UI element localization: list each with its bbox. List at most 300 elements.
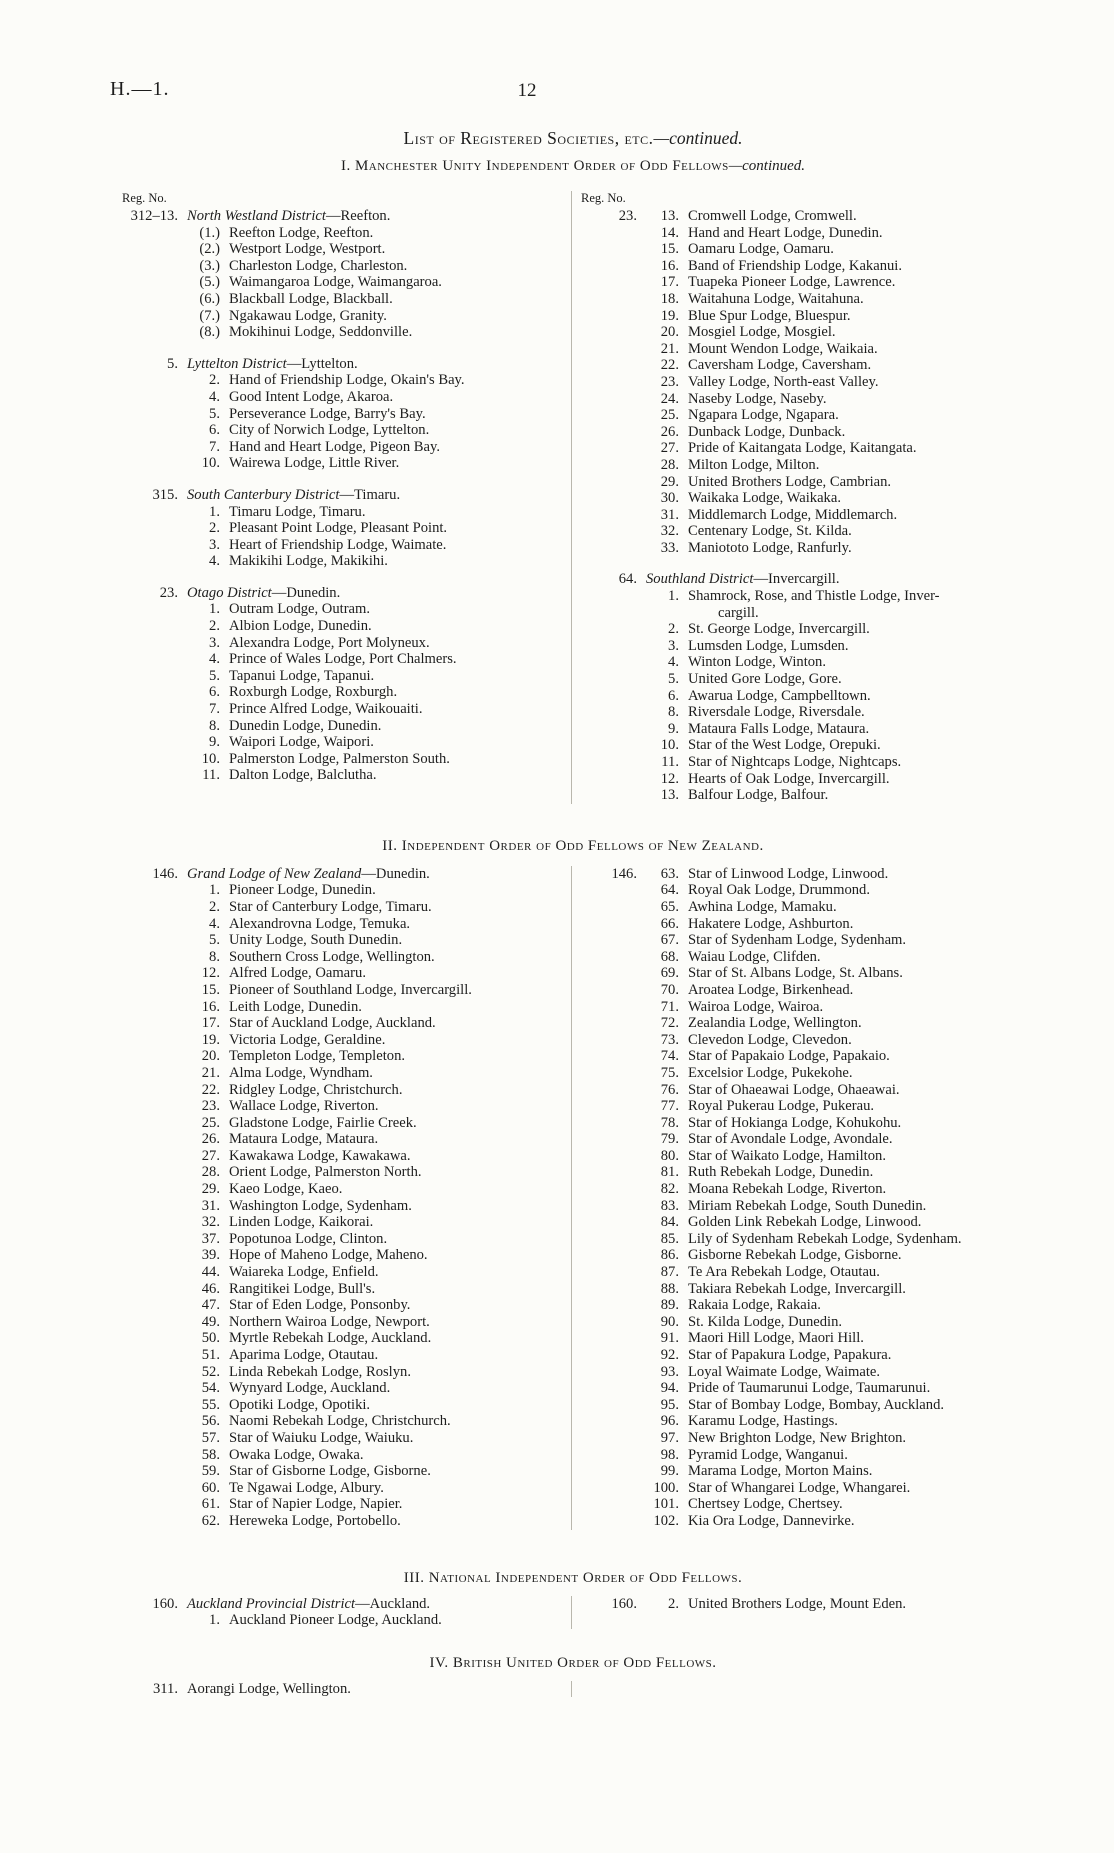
lodge-no: 90. xyxy=(660,1313,679,1330)
lodge-no: 99. xyxy=(660,1463,679,1480)
lodge-name: Popotunoa Lodge, Clinton. xyxy=(229,1230,388,1247)
lodge-name: Star of St. Albans Lodge, St. Albans. xyxy=(688,965,903,982)
lodge-row xyxy=(122,1098,565,1115)
reg-no: 23. xyxy=(159,584,178,601)
lodge-name: Star of Eden Lodge, Ponsonby. xyxy=(229,1297,411,1314)
right-column xyxy=(571,1596,1024,1629)
lodge-row xyxy=(122,932,565,949)
lodge-no: 2. xyxy=(209,372,220,389)
lodge-no: 20. xyxy=(201,1048,220,1065)
lodge-name: Waimangaroa Lodge, Waimangaroa. xyxy=(229,274,442,291)
district-name: Auckland Provincial District—Auckland. xyxy=(187,1595,431,1612)
list-title-continued: —continued. xyxy=(653,128,743,148)
lodge-row xyxy=(581,208,1024,225)
lodge-no: (3.) xyxy=(199,257,220,274)
lodge-row xyxy=(581,1015,1024,1032)
lodge-row xyxy=(122,1231,565,1248)
lodge-name: Blue Spur Lodge, Bluespur. xyxy=(688,307,851,324)
lodge-no: 92. xyxy=(660,1347,679,1363)
lodge-name: Alfred Lodge, Oamaru. xyxy=(229,965,366,982)
lodge-name: Star of Canterbury Lodge, Timaru. xyxy=(229,898,432,915)
lodge-name: Maniototo Lodge, Ranfurly. xyxy=(688,539,852,556)
lodge-no: 32. xyxy=(660,523,679,540)
lodge-row xyxy=(581,1214,1024,1231)
lodge-no: 11. xyxy=(202,767,220,784)
lodge-no: 96. xyxy=(660,1413,679,1430)
lodge-name: Alexandrovna Lodge, Temuka. xyxy=(229,915,411,932)
lodge-no: 1. xyxy=(209,1612,220,1629)
lodge-name: Awarua Lodge, Campbelltown. xyxy=(688,687,871,704)
lodge-row xyxy=(581,1181,1024,1198)
lodge-row xyxy=(122,1397,565,1414)
lodge-name: Dunedin Lodge, Dunedin. xyxy=(229,717,382,734)
lodge-name: Hand and Heart Lodge, Dunedin. xyxy=(688,224,883,241)
section-manchester-unity xyxy=(122,158,1024,804)
section-ioof-nz xyxy=(122,838,1024,1530)
lodge-no: 98. xyxy=(660,1446,679,1463)
district-heading-row xyxy=(122,208,565,225)
lodge-name: Star of Whangarei Lodge, Whangarei. xyxy=(688,1479,911,1496)
lodge-no: 57. xyxy=(201,1429,220,1446)
lodge-name: Loyal Waimate Lodge, Waimate. xyxy=(688,1363,881,1380)
lodge-row xyxy=(122,389,565,406)
lodge-no: 19. xyxy=(201,1031,220,1048)
lodge-no: 20. xyxy=(660,324,679,341)
lodge-row xyxy=(581,308,1024,325)
lodge-row xyxy=(122,455,565,472)
lodge-name: Palmerston Lodge, Palmerston South. xyxy=(229,750,450,767)
lodge-no: 58. xyxy=(201,1446,220,1463)
lodge-no: 10. xyxy=(660,737,679,754)
lodge-name: Ruth Rebekah Lodge, Dunedin. xyxy=(688,1164,874,1181)
lodge-name: Mokihinui Lodge, Seddonville. xyxy=(229,324,413,341)
lodge-no: 1. xyxy=(209,601,220,618)
lodge-row xyxy=(581,1198,1024,1215)
lodge-name: Prince of Wales Lodge, Port Chalmers. xyxy=(229,651,457,668)
lodge-no: 85. xyxy=(660,1230,679,1247)
lodge-name: Royal Oak Lodge, Drummond. xyxy=(688,882,870,899)
lodge-row xyxy=(122,439,565,456)
lodge-name: Linda Rebekah Lodge, Roslyn. xyxy=(229,1363,411,1380)
lodge-row xyxy=(122,1447,565,1464)
lodge-row xyxy=(122,291,565,308)
lodge-no: 93. xyxy=(660,1363,679,1380)
lodge-name: Mataura Falls Lodge, Mataura. xyxy=(688,720,870,737)
lodge-row xyxy=(581,1447,1024,1464)
lodge-no: 5. xyxy=(668,671,679,688)
lodge-group xyxy=(581,1596,1024,1613)
lodge-no: 72. xyxy=(660,1015,679,1032)
lodge-row xyxy=(122,982,565,999)
lodge-no: 1. xyxy=(668,588,679,605)
lodge-row xyxy=(122,1264,565,1281)
lodge-group xyxy=(581,866,1024,1530)
lodge-name: Karamu Lodge, Hastings. xyxy=(688,1413,838,1430)
lodge-name: Milton Lodge, Milton. xyxy=(688,456,820,473)
lodge-name: Pioneer Lodge, Dunedin. xyxy=(229,882,376,899)
lodge-row xyxy=(581,391,1024,408)
lodge-no: 32. xyxy=(201,1214,220,1231)
lodge-row xyxy=(122,1430,565,1447)
lodge-name: Takiara Rebekah Lodge, Invercargill. xyxy=(688,1280,906,1297)
lodge-name: Oamaru Lodge, Oamaru. xyxy=(688,241,834,258)
two-column-list xyxy=(122,1681,1024,1698)
section-heading: IV. British United Order of Odd Fellows. xyxy=(429,1654,717,1671)
lodge-row xyxy=(122,718,565,735)
lodge-group xyxy=(122,866,565,1530)
lodge-name: Opotiki Lodge, Opotiki. xyxy=(229,1396,371,1413)
lodge-row xyxy=(581,1397,1024,1414)
lodge-row xyxy=(122,258,565,275)
lodge-row xyxy=(581,225,1024,242)
lodge-no: 91. xyxy=(660,1330,679,1347)
lodge-group xyxy=(122,585,565,784)
lodge-row xyxy=(581,424,1024,441)
lodge-row xyxy=(122,1364,565,1381)
lodge-row xyxy=(122,1380,565,1397)
section-heading: II. Independent Order of Odd Fellows of New Zealand. xyxy=(382,837,764,854)
lodge-no: 4. xyxy=(668,654,679,671)
lodge-row xyxy=(122,668,565,685)
lodge-no: 60. xyxy=(201,1479,220,1496)
lodge-no: 54. xyxy=(201,1380,220,1397)
lodge-name: Middlemarch Lodge, Middlemarch. xyxy=(688,506,898,523)
two-column-list xyxy=(122,866,1024,1530)
lodge-row xyxy=(581,949,1024,966)
lodge-no: 56. xyxy=(201,1413,220,1430)
lodge-row xyxy=(581,1380,1024,1397)
reg-no: 311. xyxy=(153,1680,178,1697)
lodge-row xyxy=(122,999,565,1016)
lodge-row xyxy=(581,932,1024,949)
lodge-name: Winton Lodge, Winton. xyxy=(688,654,826,671)
lodge-row xyxy=(122,406,565,423)
lodge-no: 10. xyxy=(201,750,220,767)
lodge-name: Mataura Lodge, Mataura. xyxy=(229,1131,379,1148)
lodge-name: Valley Lodge, North-east Valley. xyxy=(688,373,879,390)
lodge-name: Balfour Lodge, Balfour. xyxy=(688,787,829,804)
lodge-no: 31. xyxy=(660,506,679,523)
lodge-group xyxy=(581,208,1024,556)
lodge-group xyxy=(122,208,565,341)
lodge-row xyxy=(581,588,1024,621)
lodge-no: 1. xyxy=(209,503,220,520)
lodge-no: 11. xyxy=(661,754,679,770)
doc-reference: H.—1. xyxy=(110,78,170,100)
lodge-name: Waiau Lodge, Clifden. xyxy=(688,948,821,965)
lodge-row xyxy=(122,734,565,751)
lodge-name: Pride of Kaitangata Lodge, Kaitangata. xyxy=(688,440,917,457)
lodge-no: 28. xyxy=(201,1164,220,1181)
reg-no-label: Reg. No. xyxy=(581,191,626,205)
lodge-name: Wallace Lodge, Riverton. xyxy=(229,1098,379,1115)
lodge-row xyxy=(581,771,1024,788)
page-number: 12 xyxy=(517,80,537,101)
lodge-no: 13. xyxy=(660,787,679,804)
lodge-no: 73. xyxy=(660,1031,679,1048)
lodge-row xyxy=(122,225,565,242)
lodge-row xyxy=(581,982,1024,999)
lodge-row xyxy=(581,671,1024,688)
lodge-name: Marama Lodge, Morton Mains. xyxy=(688,1463,873,1480)
lodge-no: 19. xyxy=(660,307,679,324)
lodge-row xyxy=(581,866,1024,883)
lodge-no: 23. xyxy=(660,373,679,390)
lodge-name: Ngakawau Lodge, Granity. xyxy=(229,307,387,324)
lodge-name: Alma Lodge, Wyndham. xyxy=(229,1064,373,1081)
lodge-row xyxy=(122,1247,565,1264)
lodge-name: Aparima Lodge, Otautau. xyxy=(229,1347,379,1363)
lodge-name: Lily of Sydenham Rebekah Lodge, Sydenham. xyxy=(688,1230,962,1247)
section-heading: III. National Independent Order of Odd Fellows. xyxy=(403,1569,743,1586)
lodge-name: Hereweka Lodge, Portobello. xyxy=(229,1512,401,1529)
lodge-row xyxy=(122,1496,565,1513)
lodge-row xyxy=(581,621,1024,638)
lodge-name: Pride of Taumarunui Lodge, Taumarunui. xyxy=(688,1380,931,1397)
lodge-no: 88. xyxy=(660,1280,679,1297)
lodge-row xyxy=(581,1364,1024,1381)
lodge-name: Pioneer of Southland Lodge, Invercargill. xyxy=(229,981,472,998)
lodge-name: Kaeo Lodge, Kaeo. xyxy=(229,1181,343,1198)
lodge-row xyxy=(122,1082,565,1099)
lodge-row xyxy=(581,1148,1024,1165)
lodge-name: Westport Lodge, Westport. xyxy=(229,241,386,258)
lodge-no: 22. xyxy=(201,1081,220,1098)
lodge-no: (7.) xyxy=(199,307,220,324)
lodge-no: 100. xyxy=(653,1479,679,1496)
lodge-row xyxy=(122,1065,565,1082)
lodge-row xyxy=(581,688,1024,705)
lodge-row xyxy=(122,1297,565,1314)
reg-no: 5. xyxy=(167,355,178,372)
lodge-row xyxy=(581,1164,1024,1181)
lodge-no: 16. xyxy=(201,998,220,1015)
lodge-name: Star of Ohaeawai Lodge, Ohaeawai. xyxy=(688,1081,900,1098)
lodge-no: 64. xyxy=(660,882,679,899)
left-column xyxy=(122,191,565,804)
lodge-row xyxy=(581,523,1024,540)
lodge-no: 83. xyxy=(660,1197,679,1214)
lodge-row xyxy=(581,507,1024,524)
lodge-name: Waiareka Lodge, Enfield. xyxy=(229,1264,379,1281)
left-column xyxy=(122,1681,565,1698)
lodge-no: 13. xyxy=(660,208,679,224)
lodge-row xyxy=(122,618,565,635)
lodge-name: Star of Napier Lodge, Napier. xyxy=(229,1496,403,1513)
lodge-name: Aorangi Lodge, Wellington. xyxy=(187,1680,351,1697)
lodge-row xyxy=(581,1115,1024,1132)
lodge-name: Tapanui Lodge, Tapanui. xyxy=(229,667,375,684)
lodge-no: 12. xyxy=(201,965,220,982)
lodge-no: 23. xyxy=(201,1098,220,1115)
lodge-name: Wynyard Lodge, Auckland. xyxy=(229,1380,391,1397)
lodge-name: Kia Ora Lodge, Dannevirke. xyxy=(688,1512,855,1529)
district-heading-row xyxy=(122,487,565,504)
lodge-name: Star of Papakaio Lodge, Papakaio. xyxy=(688,1048,890,1065)
lodge-name: Star of Waikato Lodge, Hamilton. xyxy=(688,1147,886,1164)
lodge-row xyxy=(122,601,565,618)
lodge-name: Myrtle Rebekah Lodge, Auckland. xyxy=(229,1330,432,1347)
lodge-name: City of Norwich Lodge, Lyttelton. xyxy=(229,422,430,439)
lodge-name: Caversham Lodge, Caversham. xyxy=(688,357,872,374)
lodge-name: Royal Pukerau Lodge, Pukerau. xyxy=(688,1098,875,1115)
reg-no: 315. xyxy=(152,486,178,503)
lodge-row xyxy=(122,1413,565,1430)
lodge-no: 67. xyxy=(660,932,679,949)
lodge-row xyxy=(122,701,565,718)
lodge-row xyxy=(581,1098,1024,1115)
lodge-row xyxy=(581,1231,1024,1248)
lodge-row xyxy=(122,1463,565,1480)
lodge-no: 71. xyxy=(660,998,679,1015)
lodge-no: 97. xyxy=(660,1429,679,1446)
lodge-no: 80. xyxy=(660,1147,679,1164)
lodge-row xyxy=(581,457,1024,474)
lodge-row xyxy=(122,1314,565,1331)
lodge-row xyxy=(581,899,1024,916)
lodge-row xyxy=(122,882,565,899)
reg-no: 64. xyxy=(618,571,637,588)
lodge-row xyxy=(581,540,1024,557)
lodge-row xyxy=(122,1347,565,1364)
lodge-row xyxy=(581,787,1024,804)
lodge-no: 2. xyxy=(209,618,220,635)
lodge-row xyxy=(122,1681,565,1698)
lodge-row xyxy=(122,1612,565,1629)
lodge-no: 15. xyxy=(660,241,679,258)
right-column xyxy=(571,1681,1024,1698)
lodge-row xyxy=(122,651,565,668)
lodge-row xyxy=(122,1480,565,1497)
lodge-name: Star of Waiuku Lodge, Waiuku. xyxy=(229,1429,414,1446)
reg-no: 23. xyxy=(618,208,637,224)
lodge-no: 14. xyxy=(660,224,679,241)
lodge-row xyxy=(581,241,1024,258)
lodge-row xyxy=(122,751,565,768)
lodge-name: Star of Nightcaps Lodge, Nightcaps. xyxy=(688,754,902,770)
lodge-no: 27. xyxy=(201,1147,220,1164)
lodge-row xyxy=(122,1115,565,1132)
two-column-list xyxy=(122,191,1024,804)
lodge-name: Orient Lodge, Palmerston North. xyxy=(229,1164,422,1181)
lodge-no: 49. xyxy=(201,1313,220,1330)
reg-no: 160. xyxy=(152,1595,178,1612)
district-name: Otago District—Dunedin. xyxy=(187,584,341,601)
lodge-no: 31. xyxy=(201,1197,220,1214)
two-column-list xyxy=(122,1596,1024,1629)
lodge-row xyxy=(122,372,565,389)
lodge-name: Dunback Lodge, Dunback. xyxy=(688,423,846,440)
lodge-name: Riversdale Lodge, Riversdale. xyxy=(688,704,865,721)
lodge-no: 76. xyxy=(660,1081,679,1098)
lodge-name: Perseverance Lodge, Barry's Bay. xyxy=(229,405,426,422)
lodge-name: Maori Hill Lodge, Maori Hill. xyxy=(688,1330,864,1347)
lodge-no: 74. xyxy=(660,1048,679,1065)
lodge-name: Owaka Lodge, Owaka. xyxy=(229,1446,364,1463)
lodge-name: Gladstone Lodge, Fairlie Creek. xyxy=(229,1114,417,1131)
lodge-row xyxy=(581,357,1024,374)
lodge-name: Kawakawa Lodge, Kawakawa. xyxy=(229,1147,411,1164)
lodge-name: Reefton Lodge, Reefton. xyxy=(229,224,374,241)
section-heading: I. Manchester Unity Independent Order of Odd Fellows—continued. xyxy=(340,158,806,174)
lodge-row xyxy=(581,1496,1024,1513)
list-title-main: List of Registered Societies, etc. xyxy=(403,128,654,148)
lodge-row xyxy=(122,308,565,325)
lodge-name: St. Kilda Lodge, Dunedin. xyxy=(688,1313,843,1330)
lodge-no: 5. xyxy=(209,667,220,684)
section-british-united xyxy=(122,1655,1024,1698)
lodge-no: 2. xyxy=(668,1595,679,1612)
lodge-no: 37. xyxy=(201,1230,220,1247)
lodge-no: 101. xyxy=(653,1496,679,1513)
lodge-row xyxy=(581,916,1024,933)
lodge-row xyxy=(581,1247,1024,1264)
lodge-no: 3. xyxy=(209,536,220,553)
lodge-no: 28. xyxy=(660,456,679,473)
lodge-no: 59. xyxy=(201,1463,220,1480)
lodge-row xyxy=(122,899,565,916)
lodge-name: Awhina Lodge, Mamaku. xyxy=(688,898,837,915)
lodge-no: 26. xyxy=(201,1131,220,1148)
lodge-row xyxy=(581,1264,1024,1281)
lodge-no: 94. xyxy=(660,1380,679,1397)
lodge-name: Naomi Rebekah Lodge, Christchurch. xyxy=(229,1413,451,1430)
lodge-name-continued: cargill. xyxy=(718,604,759,621)
district-name: Southland District—Invercargill. xyxy=(646,571,840,588)
lodge-row xyxy=(581,882,1024,899)
lodge-name: Aroatea Lodge, Birkenhead. xyxy=(688,981,854,998)
lodge-name: Wairewa Lodge, Little River. xyxy=(229,455,400,472)
lodge-row xyxy=(122,1281,565,1298)
lodge-no: 1. xyxy=(209,882,220,899)
lodge-name: Chertsey Lodge, Chertsey. xyxy=(688,1496,843,1513)
district-name: Grand Lodge of New Zealand—Dunedin. xyxy=(187,865,430,882)
lodge-row xyxy=(581,324,1024,341)
lodge-name: Star of Auckland Lodge, Auckland. xyxy=(229,1015,436,1032)
lodge-no: 29. xyxy=(660,473,679,490)
lodge-name: Zealandia Lodge, Wellington. xyxy=(688,1015,862,1032)
lodge-no: 8. xyxy=(668,704,679,721)
reg-no: 312–13. xyxy=(130,208,178,224)
lodge-row xyxy=(122,1164,565,1181)
lodge-row xyxy=(581,341,1024,358)
lodge-no: 8. xyxy=(209,717,220,734)
district-heading-row xyxy=(122,356,565,373)
lodge-row xyxy=(581,1463,1024,1480)
lodge-row xyxy=(122,1198,565,1215)
lodge-no: 9. xyxy=(668,720,679,737)
lodge-row xyxy=(581,274,1024,291)
lodge-row xyxy=(122,684,565,701)
lodge-row xyxy=(122,767,565,784)
lodge-name: Alexandra Lodge, Port Molyneux. xyxy=(229,634,430,651)
lodge-row xyxy=(122,635,565,652)
lodge-no: 77. xyxy=(660,1098,679,1115)
lodge-name: Star of Bombay Lodge, Bombay, Auckland. xyxy=(688,1396,945,1413)
left-column xyxy=(122,866,565,1530)
lodge-no: 4. xyxy=(209,553,220,570)
lodge-row xyxy=(122,965,565,982)
lodge-row xyxy=(122,1330,565,1347)
lodge-group xyxy=(122,1596,565,1629)
lodge-row xyxy=(581,1330,1024,1347)
lodge-name: Star of Hokianga Lodge, Kohukohu. xyxy=(688,1114,902,1131)
lodge-name: New Brighton Lodge, New Brighton. xyxy=(688,1429,907,1446)
lodge-row xyxy=(581,407,1024,424)
lodge-name: Star of Gisborne Lodge, Gisborne. xyxy=(229,1463,431,1480)
lodge-no: 84. xyxy=(660,1214,679,1231)
lodge-row xyxy=(581,721,1024,738)
